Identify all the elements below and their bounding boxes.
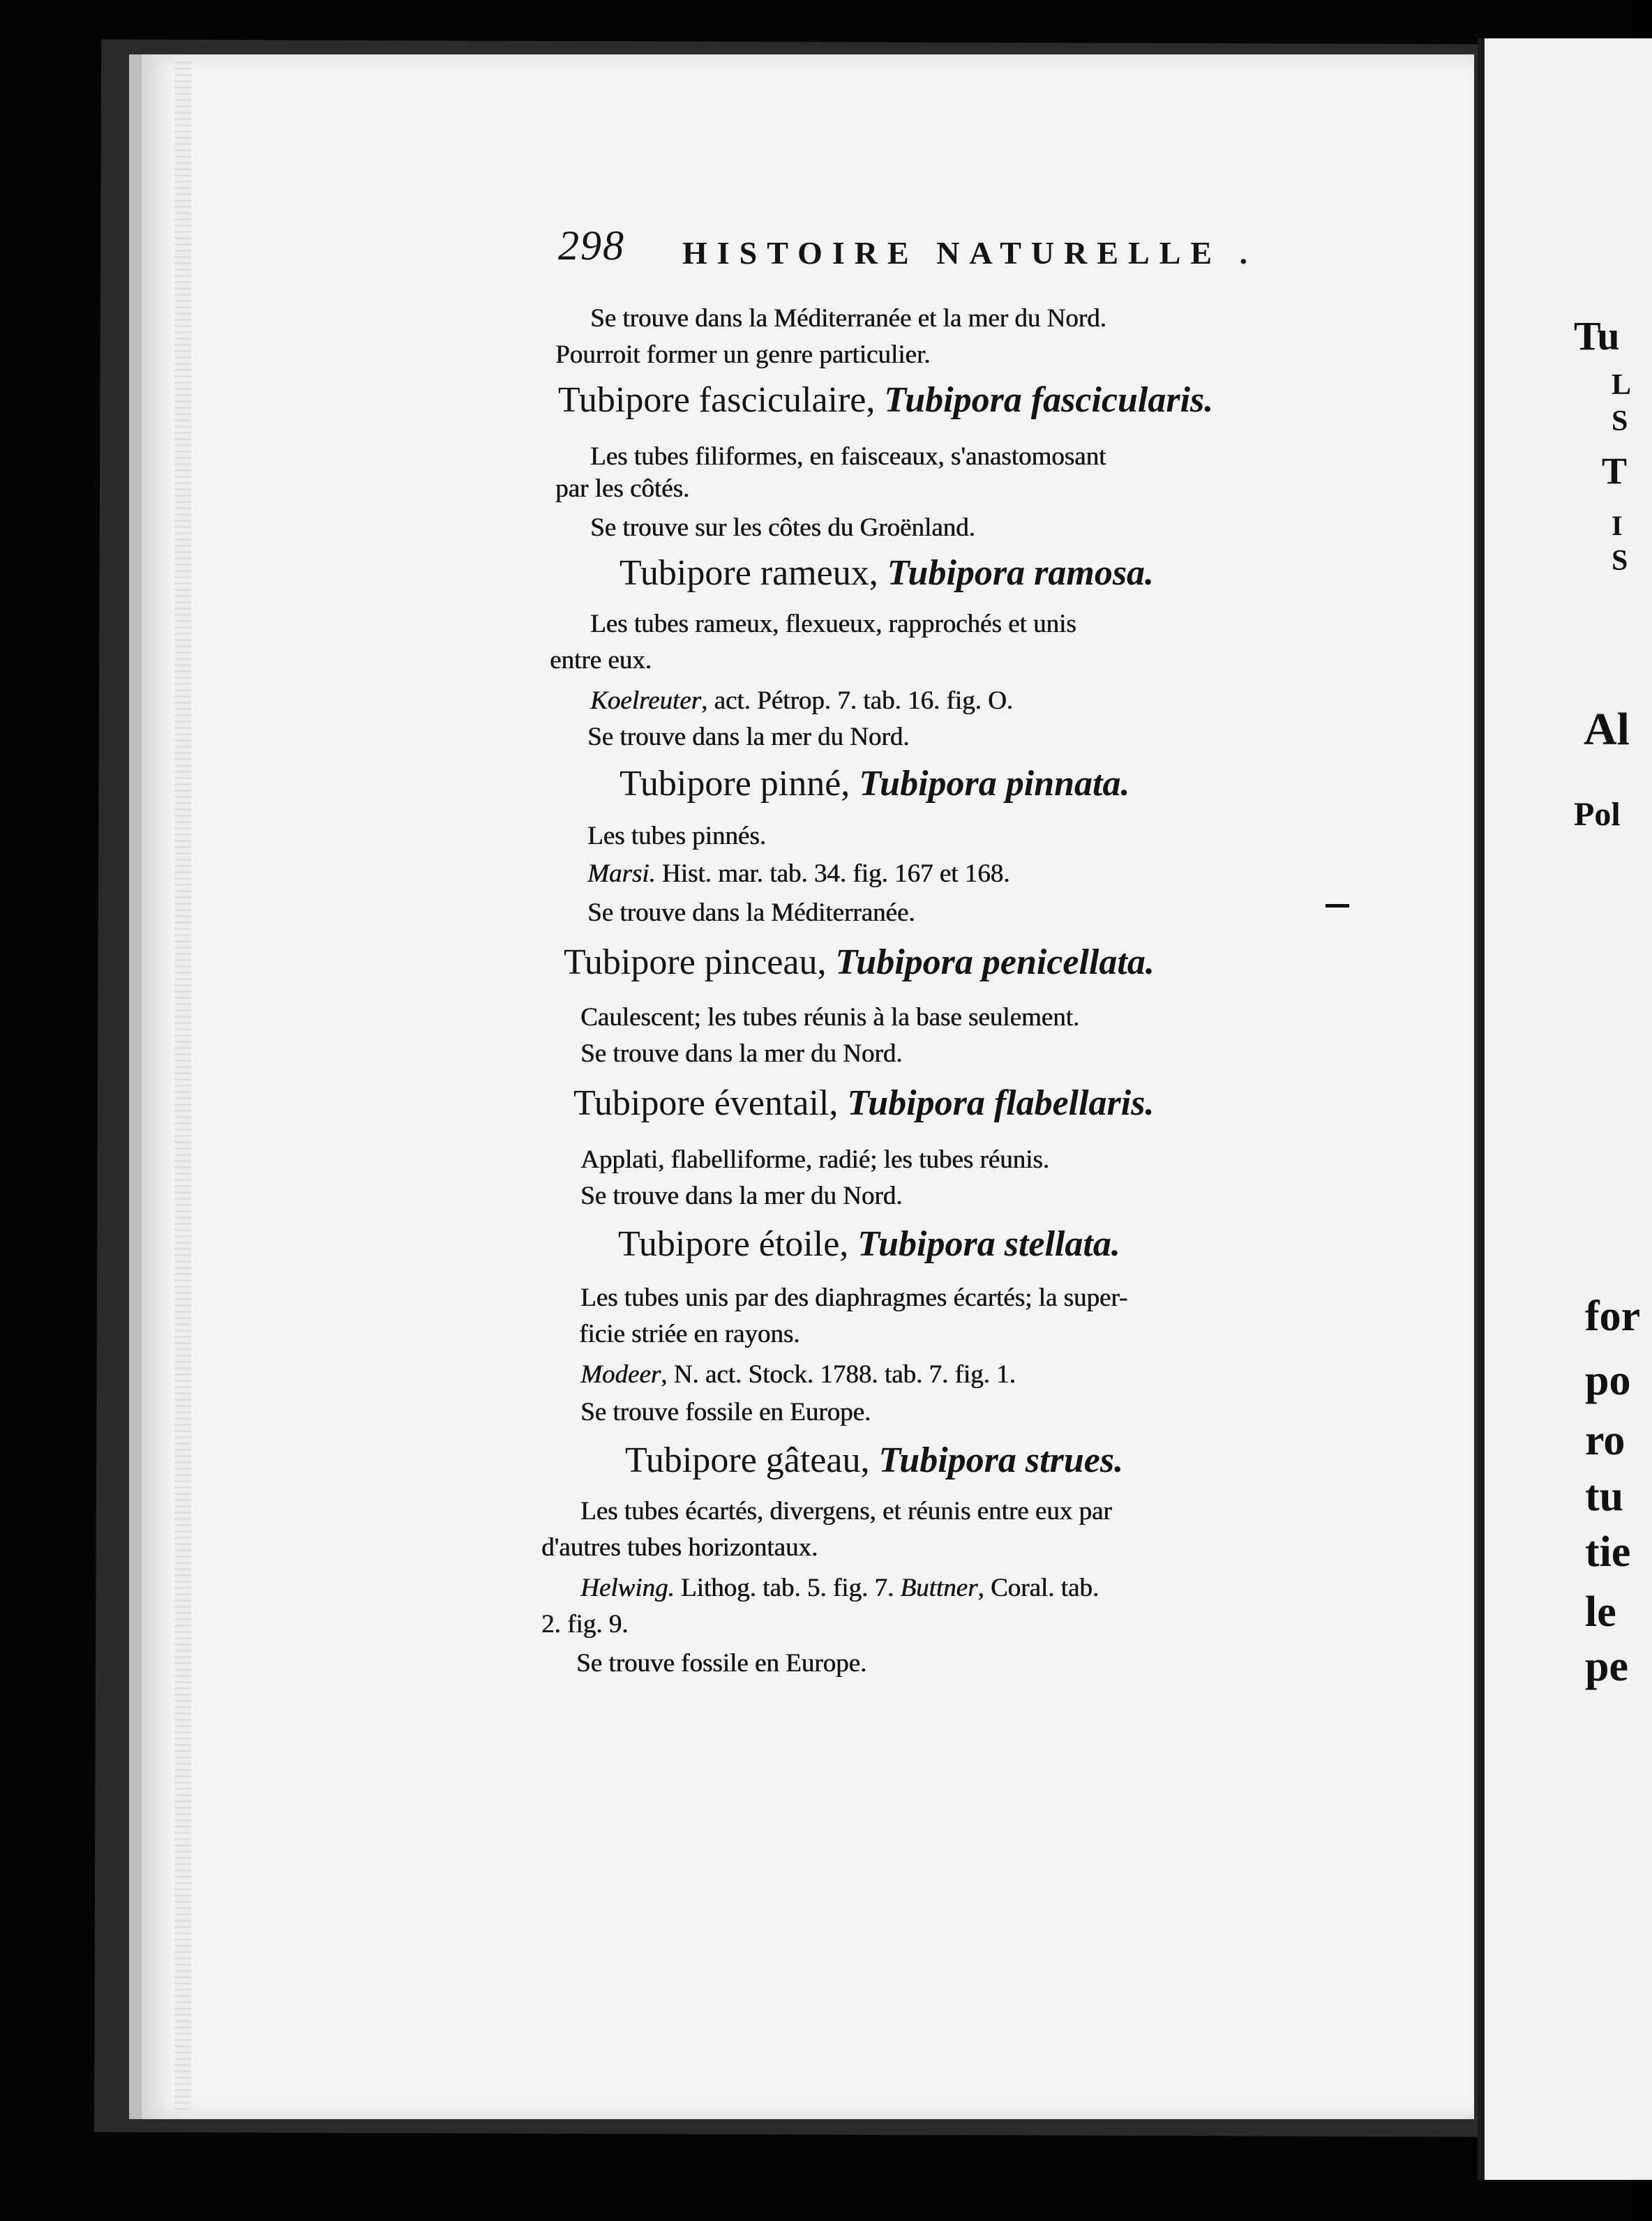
text-line: Caulescent; les tubes réunis à la base seulement. — [580, 1003, 1080, 1032]
author: Buttner — [900, 1574, 978, 1602]
next-page-fragment: S — [1612, 545, 1628, 577]
ink-mark — [1326, 904, 1349, 908]
text-line: Les tubes écartés, divergens, et réunis entre eux par — [580, 1497, 1112, 1526]
species-heading — [625, 1440, 1124, 1480]
text-line: Se trouve dans la Méditerranée. — [587, 898, 915, 927]
author: Marsi. — [587, 859, 656, 888]
page-edge — [174, 59, 191, 2110]
common-name: Tubipore gâteau, — [625, 1440, 879, 1480]
author: Modeer — [580, 1360, 661, 1389]
next-page-fragment: T — [1602, 450, 1628, 492]
latin-name: Tubipora fascicularis. — [884, 380, 1214, 420]
latin-name: Tubipora pinnata. — [859, 764, 1130, 804]
reference: , N. act. Stock. 1788. tab. 7. fig. 1. — [661, 1360, 1016, 1389]
text-line: Se trouve dans la mer du Nord. — [580, 1182, 903, 1210]
reference-line — [587, 861, 1009, 887]
next-page-fragment: le — [1585, 1588, 1616, 1636]
reference-line — [580, 1362, 1016, 1387]
species-heading — [618, 1226, 1120, 1263]
next-page-fragment: I — [1612, 510, 1623, 541]
text-line: Pourroit former un genre particulier. — [555, 340, 931, 369]
latin-name: Tubipora flabellaris. — [847, 1083, 1155, 1123]
next-page-fragment: Al — [1584, 704, 1630, 755]
common-name: Tubipore pinceau, — [564, 942, 836, 982]
reference: Lithog. tab. 5. fig. 7. — [674, 1574, 901, 1602]
common-name: Tubipore rameux, — [620, 553, 887, 593]
next-page-fragment: Tu — [1574, 313, 1620, 359]
text-line: Les tubes rameux, flexueux, rapprochés et unis — [590, 610, 1076, 638]
text-line: par les côtés. — [555, 474, 690, 503]
common-name: Tubipore pinné, — [620, 764, 859, 804]
text-line: Se trouve dans la mer du Nord. — [580, 1039, 903, 1068]
text-line: Se trouve sur les côtes du Groënland. — [590, 513, 975, 542]
species-heading — [564, 944, 1155, 981]
reference: , act. Pétrop. 7. tab. 16. fig. O. — [700, 686, 1013, 715]
reference: , Coral. tab. — [977, 1574, 1099, 1602]
latin-name: Tubipora strues. — [878, 1440, 1124, 1480]
text-line: Applati, flabelliforme, radié; les tubes réunis. — [580, 1145, 1049, 1174]
species-heading — [573, 1085, 1154, 1122]
text-line: 2. fig. 9. — [541, 1610, 629, 1639]
text-line: entre eux. — [550, 646, 652, 675]
next-page-fragment: for — [1585, 1293, 1641, 1340]
latin-name: Tubipora ramosa. — [887, 553, 1155, 593]
text-line: Les tubes filiformes, en faisceaux, s'anastomosant — [590, 442, 1106, 471]
species-heading — [620, 766, 1129, 802]
next-page-fragment: S — [1612, 405, 1628, 437]
author: Helwing. — [580, 1574, 675, 1602]
text-line: Les tubes unis par des diaphragmes écartés; la super- — [580, 1283, 1128, 1312]
common-name: Tubipore fasciculaire, — [558, 380, 885, 420]
reference-line — [580, 1575, 1099, 1601]
text-line: Se trouve dans la mer du Nord. — [587, 723, 910, 751]
latin-name: Tubipora stellata. — [857, 1224, 1120, 1264]
text-line: ficie striée en rayons. — [579, 1320, 800, 1348]
text-line: Se trouve fossile en Europe. — [576, 1649, 867, 1678]
next-page-fragment: Pol — [1574, 796, 1621, 833]
text-line: Les tubes pinnés. — [587, 822, 766, 850]
latin-name: Tubipora penicellata. — [835, 942, 1155, 982]
running-head-title: HISTOIRE NATURELLE . — [682, 235, 1258, 271]
common-name: Tubipore éventail, — [573, 1083, 848, 1123]
species-heading — [620, 555, 1154, 592]
reference-line — [590, 688, 1013, 714]
page-number: 298 — [558, 223, 625, 269]
author: Koelreuter — [590, 686, 701, 715]
text-line: d'autres tubes horizontaux. — [541, 1533, 818, 1562]
next-page-fragment: ro — [1585, 1417, 1625, 1464]
reference: Hist. mar. tab. 34. fig. 167 et 168. — [655, 859, 1010, 888]
next-page-fragment: tu — [1585, 1473, 1624, 1520]
next-page-fragment: L — [1612, 369, 1632, 401]
next-page-fragment: tie — [1585, 1528, 1631, 1576]
next-page-edge — [1478, 38, 1652, 2180]
common-name: Tubipore étoile, — [618, 1224, 858, 1264]
next-page-fragment: po — [1585, 1357, 1631, 1404]
text-line: Se trouve fossile en Europe. — [580, 1398, 871, 1426]
species-heading — [558, 382, 1213, 419]
text-line: Se trouve dans la Méditerranée et la mer du Nord. — [590, 304, 1106, 333]
next-page-fragment: pe — [1585, 1643, 1628, 1690]
